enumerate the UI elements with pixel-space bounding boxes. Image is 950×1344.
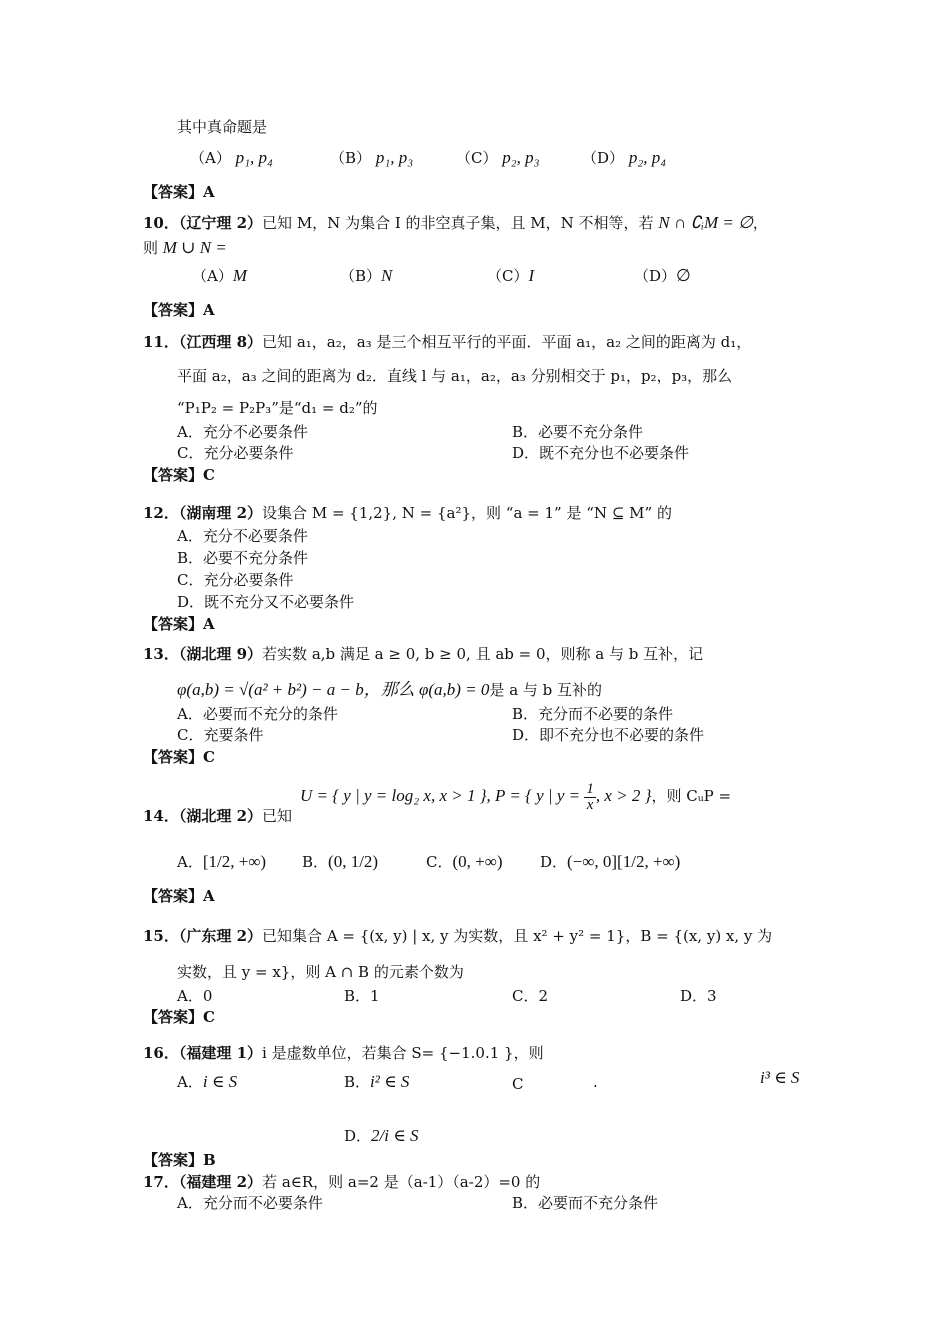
q16-option-c-label: C [512,1075,524,1093]
q14-option-b: B．(0, 1/2) [302,852,379,871]
q13-option-a: A．必要而不充分的条件 [177,705,338,723]
q11-line2: 平面 a₂，a₃ 之间的距离为 d₂．直线 l 与 a₁，a₂，a₃ 分别相交于 p₁，p₂，p₃，那么 [177,367,733,385]
q16-answer: 【答案】B [143,1151,216,1169]
q16-option-a: A．i ∈ S [177,1072,238,1091]
q10-option-b: （B）N [340,266,393,285]
intro-text: 其中真命题是 [177,118,268,136]
q9-option-a: （A） p₁, p₄ [190,148,273,167]
q10-option-c: （C）I [487,266,535,285]
q9-option-d: （D） p₂, p₄ [582,148,667,167]
q10-stem: 10．（辽宁理 2）已知 M，N 为集合 I 的非空真子集，且 M，N 不相等，若 N ∩ ∁ᵢM = ∅， [143,213,768,232]
q14-sets: U = { y | y = log₂ x, x > 1 }, P = { y | y = $\frac{1}{x}$ , x > 2 }，则 CᵤP = [300,780,732,813]
q12-option-d: D．既不充分又不必要条件 [177,593,355,611]
q15-answer: 【答案】C [143,1008,215,1026]
q12-answer: 【答案】A [143,615,215,633]
q14-option-d: D．(−∞, 0][1/2, +∞) [540,852,681,871]
q10-option-a: （A）M [192,266,248,285]
q15-line2: 实数，且 y = x}，则 A ∩ B 的元素个数为 [177,963,464,981]
q13-line1: 13．（湖北理 9）若实数 a,b 满足 a ≥ 0, b ≥ 0, 且 ab = 0，则称 a 与 b 互补，记 [143,645,704,663]
q13-line2: φ(a,b) = √(a² + b²) − a − b，那么 φ(a,b) = 0是 a 与 b 互补的 [177,680,603,699]
q12-option-c: C．充分必要条件 [177,571,294,589]
q14-fraction: $\frac{1}{x}$ [586,780,594,813]
q13-option-b: B．充分而不必要的条件 [512,705,674,723]
q14-stem: 14．（湖北理 2）已知 [143,807,293,825]
q16-option-b: B．i² ∈ S [344,1072,410,1091]
q11-option-b: B．必要不充分条件 [512,423,644,441]
q10-stem-cont: 则 M ∪ N = [143,238,227,257]
q17-option-a: A．充分而不必要条件 [177,1194,323,1212]
q14-option-c: C．(0, +∞) [426,852,503,871]
q9-option-c: （C） p₂, p₃ [456,148,540,167]
q13-answer: 【答案】C [143,748,215,766]
q9-option-b: （B） p₁, p₃ [330,148,414,167]
q11-answer: 【答案】C [143,466,215,484]
q11-option-d: D．既不充分也不必要条件 [512,444,690,462]
q16-option-c-value: i³ ∈ S [760,1068,800,1087]
q11-option-c: C．充分必要条件 [177,444,294,462]
q11-line3: “P₁P₂ = P₂P₃”是“d₁ = d₂”的 [177,399,378,417]
q16-option-d: D．2/i ∈ S [344,1126,419,1145]
q16-stem: 16．（福建理 1）i 是虚数单位，若集合 S= {−1.0.1 }，则 [143,1044,544,1062]
q17-stem: 17．（福建理 2）若 a∈R，则 a=2 是（a-1）（a-2）=0 的 [143,1173,541,1191]
q15-option-c: C．2 [512,987,549,1005]
q12-option-a: A．充分不必要条件 [177,527,308,545]
q10-answer: 【答案】A [143,301,215,319]
q12-stem: 12．（湖南理 2）设集合 M = {1,2}, N = {a²}，则 “a = 1” 是 “N ⊆ M” 的 [143,504,672,522]
q12-option-b: B．必要不充分条件 [177,549,309,567]
q14-answer: 【答案】A [143,887,215,905]
q11-line1: 11．（江西理 8）已知 a₁，a₂，a₃ 是三个相互平行的平面．平面 a₁，a₂ 之间的距离为 d₁， [143,333,752,351]
q15-line1: 15．（广东理 2）已知集合 A = {(x, y) | x, y 为实数，且 x² + y² = 1}，B = {(x, y) x, y 为 [143,927,773,945]
q15-option-b: B．1 [344,987,380,1005]
q17-option-b: B．必要而不充分条件 [512,1194,659,1212]
q14-option-a: A．[1/2, +∞) [177,852,267,871]
q13-option-c: C．充要条件 [177,726,264,744]
q9-answer: 【答案】A [143,183,215,201]
q15-option-a: A．0 [177,987,213,1005]
q13-option-d: D．即不充分也不必要的条件 [512,726,705,744]
q11-option-a: A．充分不必要条件 [177,423,308,441]
q15-option-d: D．3 [680,987,717,1005]
q16-option-c-dot: . [593,1073,598,1091]
q10-option-d: （D）∅ [634,266,691,285]
